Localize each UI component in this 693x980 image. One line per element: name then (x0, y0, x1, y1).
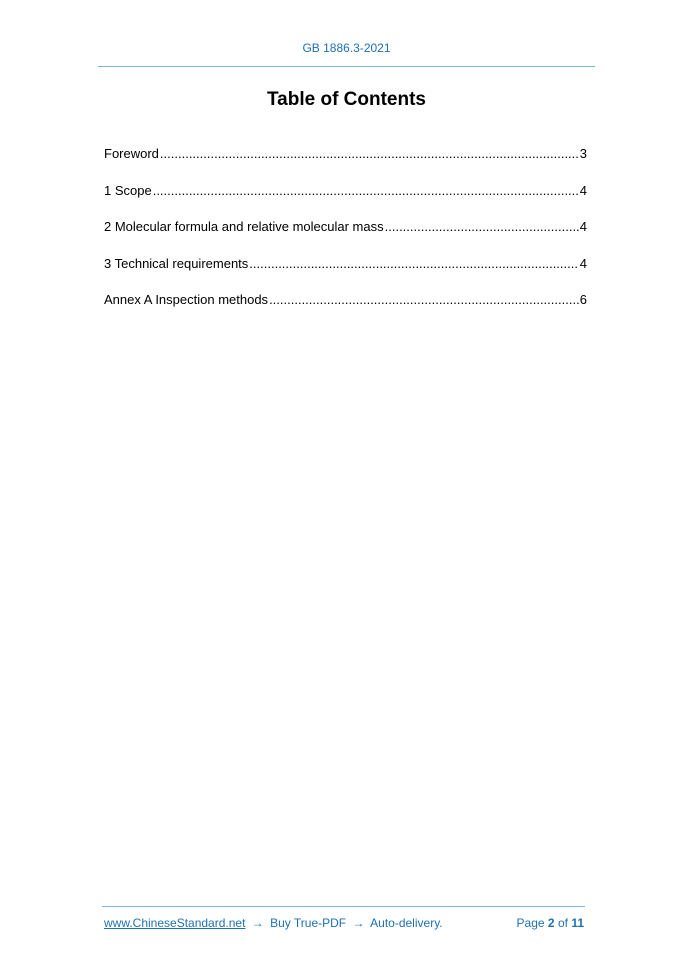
toc-entry-label: 2 Molecular formula and relative molecular mass (104, 219, 384, 234)
toc-dot-leader (249, 255, 578, 273)
page-word: Page (516, 916, 545, 930)
header-divider (98, 66, 595, 67)
toc-entry-label: 1 Scope (104, 182, 152, 198)
website-link[interactable]: www.ChineseStandard.net (104, 916, 246, 930)
toc-entry-label: Annex A Inspection methods (104, 292, 269, 307)
toc-entry-technical-requirements[interactable] (104, 255, 587, 273)
total-pages-number: 11 (571, 916, 584, 930)
toc-entry-page: 4 (579, 182, 587, 198)
toc-dot-leader (385, 218, 579, 236)
toc-dot-leader (160, 145, 579, 163)
toc-heading: Table of Contents (266, 89, 427, 110)
footer-divider (102, 906, 585, 907)
toc-dot-leader (269, 291, 579, 309)
toc-entry-label: 3 Technical requirements (104, 255, 249, 271)
document-code-header: GB 1886.3-2021 (302, 41, 391, 55)
toc-entry-scope[interactable] (104, 182, 587, 200)
toc-entry-page: 4 (579, 219, 587, 234)
toc-list (104, 145, 587, 328)
buy-true-pdf-text: Buy True-PDF (270, 916, 347, 930)
toc-entry-page: 3 (579, 146, 587, 161)
toc-entry-page: 6 (579, 292, 587, 307)
toc-entry-annex-a[interactable] (104, 291, 587, 309)
toc-dot-leader (153, 182, 579, 200)
current-page-number: 2 (547, 916, 555, 930)
arrow-right-icon: → (251, 916, 264, 930)
of-word: of (557, 916, 568, 930)
auto-delivery-text: Auto-delivery. (370, 916, 443, 930)
footer-promo (104, 916, 443, 930)
toc-entry-label: Foreword (104, 146, 159, 161)
arrow-right-icon: → (352, 916, 365, 930)
toc-entry-foreword[interactable] (104, 145, 587, 163)
toc-entry-molecular-formula[interactable] (104, 218, 587, 236)
page-indicator (517, 916, 584, 930)
toc-entry-page: 4 (579, 255, 587, 271)
